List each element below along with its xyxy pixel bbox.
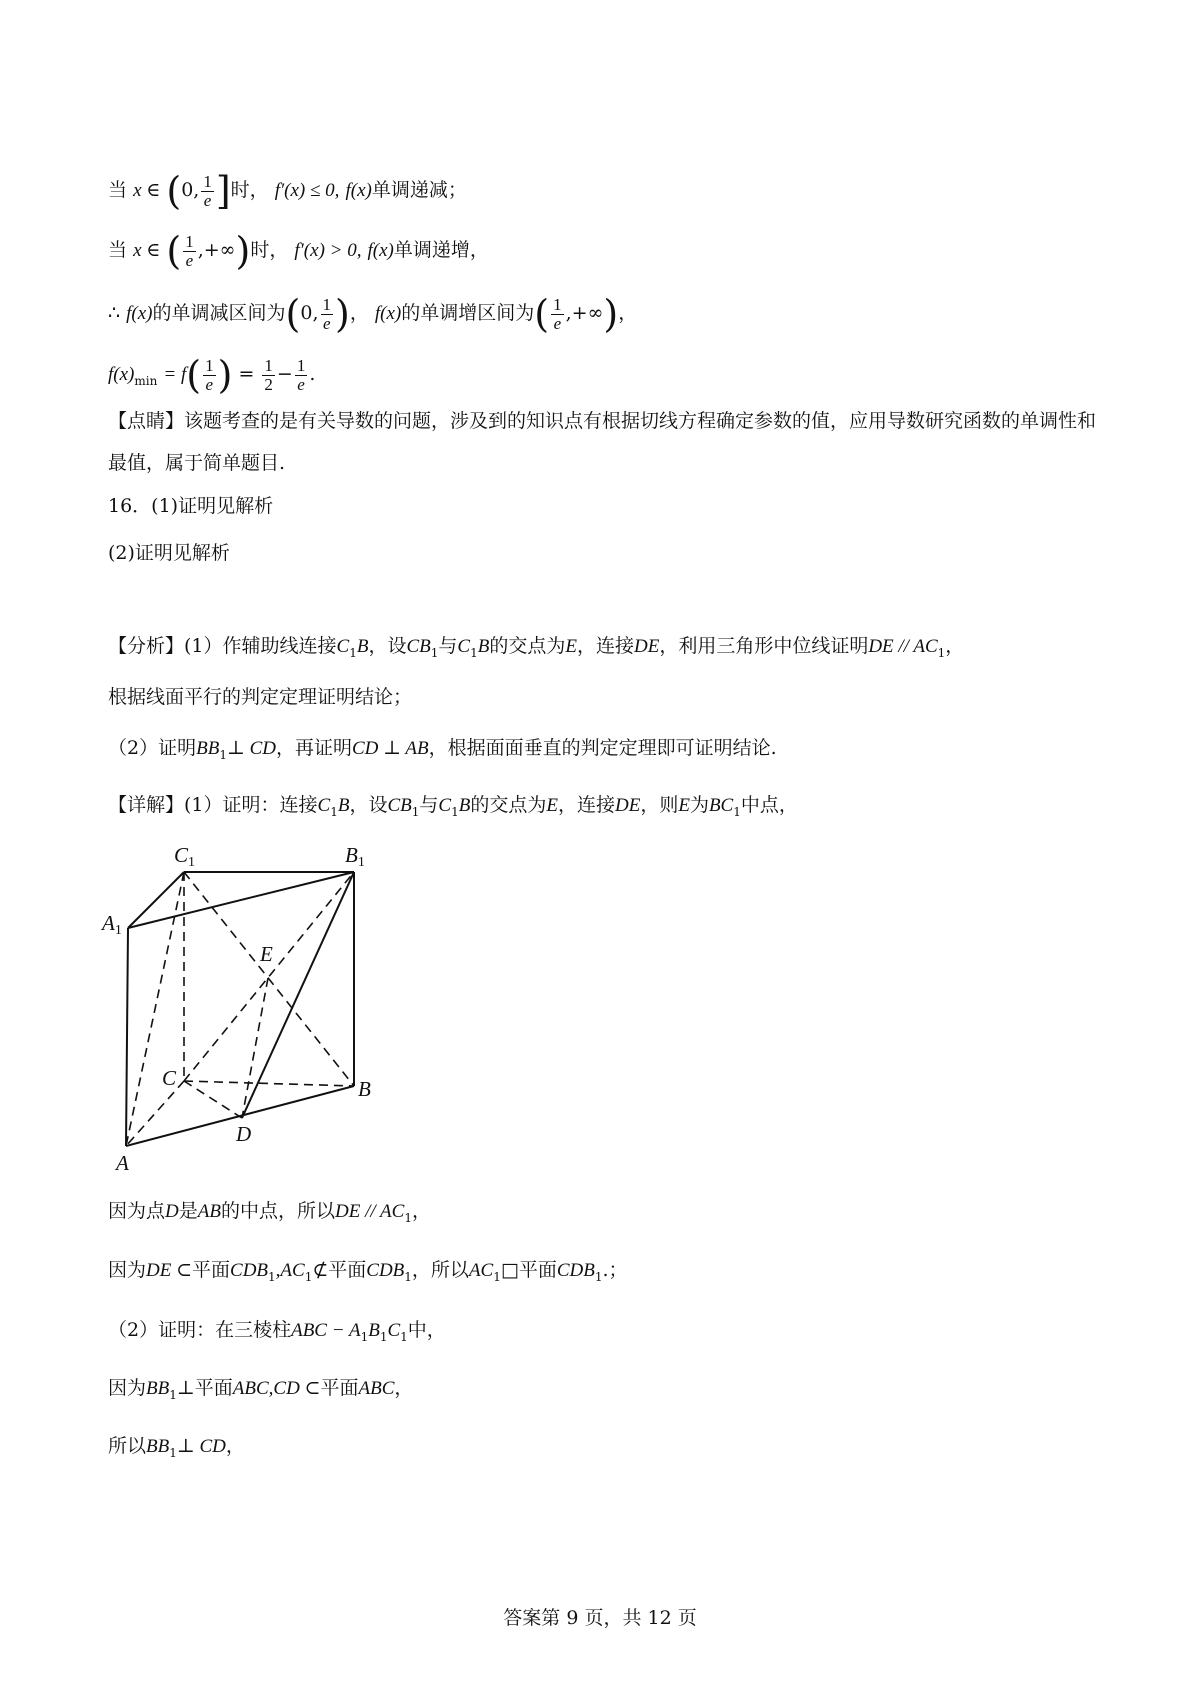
function: f(x) — [374, 303, 402, 324]
function: f(x) — [108, 364, 135, 385]
right-paren: ) — [235, 229, 251, 273]
equals-f: = f — [163, 364, 187, 385]
edge-c1a1 — [128, 872, 184, 928]
text: 单调递增， — [393, 239, 489, 261]
derivative: f′(x) > 0, — [294, 240, 362, 261]
function: f(x) — [126, 303, 153, 324]
fraction: $\frac{1}{2}$ — [264, 355, 273, 394]
fraction: $\frac{1}{e}$ — [185, 231, 194, 270]
function: f(x) — [345, 180, 372, 201]
dianjing-paragraph: 【点睛】该题考查的是有关导数的问题，涉及到的知识点有根据切线方程确定参数的值，应用导数研究函数的单调性和最值，属于简单题目. — [108, 410, 1097, 474]
monotone-increasing-line — [108, 229, 489, 273]
text: . — [309, 363, 316, 385]
text: 的单调减区间为 — [152, 302, 286, 324]
fraction: $\frac{1}{e}$ — [322, 294, 331, 333]
edge-a1b1 — [128, 872, 354, 928]
analysis-line-3: （2）证明$BB_1\perp$ CD，再证明CD ⊥ AB，根据面面垂直的判定定理即可证明结论. — [108, 737, 777, 762]
fraction: $\frac{1}{e}$ — [205, 355, 214, 394]
left-paren: ( — [534, 292, 550, 336]
interval-end: ,+∞ — [565, 302, 604, 324]
fraction: $\frac{1}{e}$ — [296, 355, 306, 394]
min-subscript: min — [134, 373, 158, 388]
proof-line-1: 因为点D是AB的中点，所以DE // $AC_1$， — [108, 1200, 431, 1225]
label-e: E — [260, 942, 273, 966]
segment-ed — [242, 978, 268, 1118]
segment-c1a — [126, 872, 184, 1146]
equals: = — [238, 363, 255, 385]
text: 时， — [230, 179, 269, 201]
math-cond: x ∈ — [133, 180, 161, 201]
prism-figure — [90, 838, 410, 1178]
label-a1: A1 — [102, 911, 122, 938]
label-a: A — [116, 1151, 129, 1175]
page-footer: 答案第 9 页，共 12 页 — [503, 1607, 697, 1629]
math-cond: x ∈ — [133, 240, 161, 261]
left-paren: ( — [166, 169, 182, 213]
interval-start: 0, — [300, 302, 319, 324]
edge-cb — [184, 1081, 354, 1086]
minus: − — [276, 363, 293, 385]
text: 单调递减； — [371, 179, 467, 201]
segment-cd — [184, 1081, 242, 1118]
monotone-decreasing-line — [108, 169, 467, 213]
left-paren: ( — [285, 292, 301, 336]
text: ， — [349, 302, 369, 324]
answer-16-part1: 16．(1)证明见解析 — [108, 495, 274, 517]
right-paren: ) — [217, 353, 233, 397]
analysis-line-1: 【分析】(1）作辅助线连接$C_1B$，设$CB_1$与$C_1B$的交点为E，连接DE，利用三角形中位线证明DE // $AC_1$， — [108, 635, 965, 660]
label-b1: B1 — [345, 843, 365, 870]
label-b: B — [358, 1077, 371, 1101]
proof-line-3: （2）证明：在三棱柱ABC − $A_1B_1C_1$中， — [108, 1319, 446, 1344]
detailed-solution-line: 【详解】(1）证明：连接$C_1B$，设$CB_1$与$C_1B$的交点为E，连接DE，则E为$BC_1$中点， — [108, 794, 798, 819]
text: 的单调增区间为 — [401, 302, 535, 324]
interval-start: 0, — [181, 179, 200, 201]
fraction: $\frac{1}{e}$ — [553, 294, 562, 333]
interval-end: ,+∞ — [197, 239, 236, 261]
minimum-value-line — [108, 353, 316, 397]
proof-line-2: 因为DE ⊂平面$CDB_1,AC_1⊄$平面$CDB_1$，所以$AC_1□$平面$CDB_1$.； — [108, 1259, 628, 1284]
right-paren: ) — [603, 292, 619, 336]
answer-16-part2: (2)证明见解析 — [108, 542, 230, 564]
fraction: $\frac{1}{e}$ — [203, 171, 212, 210]
text: 当 — [108, 179, 128, 201]
proof-line-4: 因为$BB_1\perp$平面ABC,CD ⊂平面ABC， — [108, 1377, 414, 1402]
interval-conclusion-line — [108, 292, 638, 336]
function: f(x) — [367, 240, 394, 261]
label-c1: C1 — [174, 843, 196, 870]
text: 时， — [250, 239, 289, 261]
label-d: D — [236, 1122, 252, 1146]
analysis-line-2: 根据线面平行的判定定理证明结论； — [108, 686, 413, 708]
segment-cb1 — [184, 872, 354, 1081]
left-paren: ( — [166, 229, 182, 273]
segment-b1d — [242, 872, 354, 1118]
derivative: f′(x) ≤ 0, — [274, 180, 340, 201]
therefore-symbol: ∴ — [108, 302, 121, 324]
right-paren: ) — [335, 292, 350, 336]
label-c: C — [162, 1066, 177, 1090]
left-paren: ( — [186, 353, 202, 397]
right-bracket: ] — [215, 169, 231, 213]
edge-a1a — [126, 928, 128, 1146]
edge-ca — [126, 1081, 184, 1146]
proof-line-5: 所以$BB_1\perp$ CD， — [108, 1435, 245, 1460]
text: ， — [618, 302, 638, 324]
text: 当 — [108, 239, 128, 261]
